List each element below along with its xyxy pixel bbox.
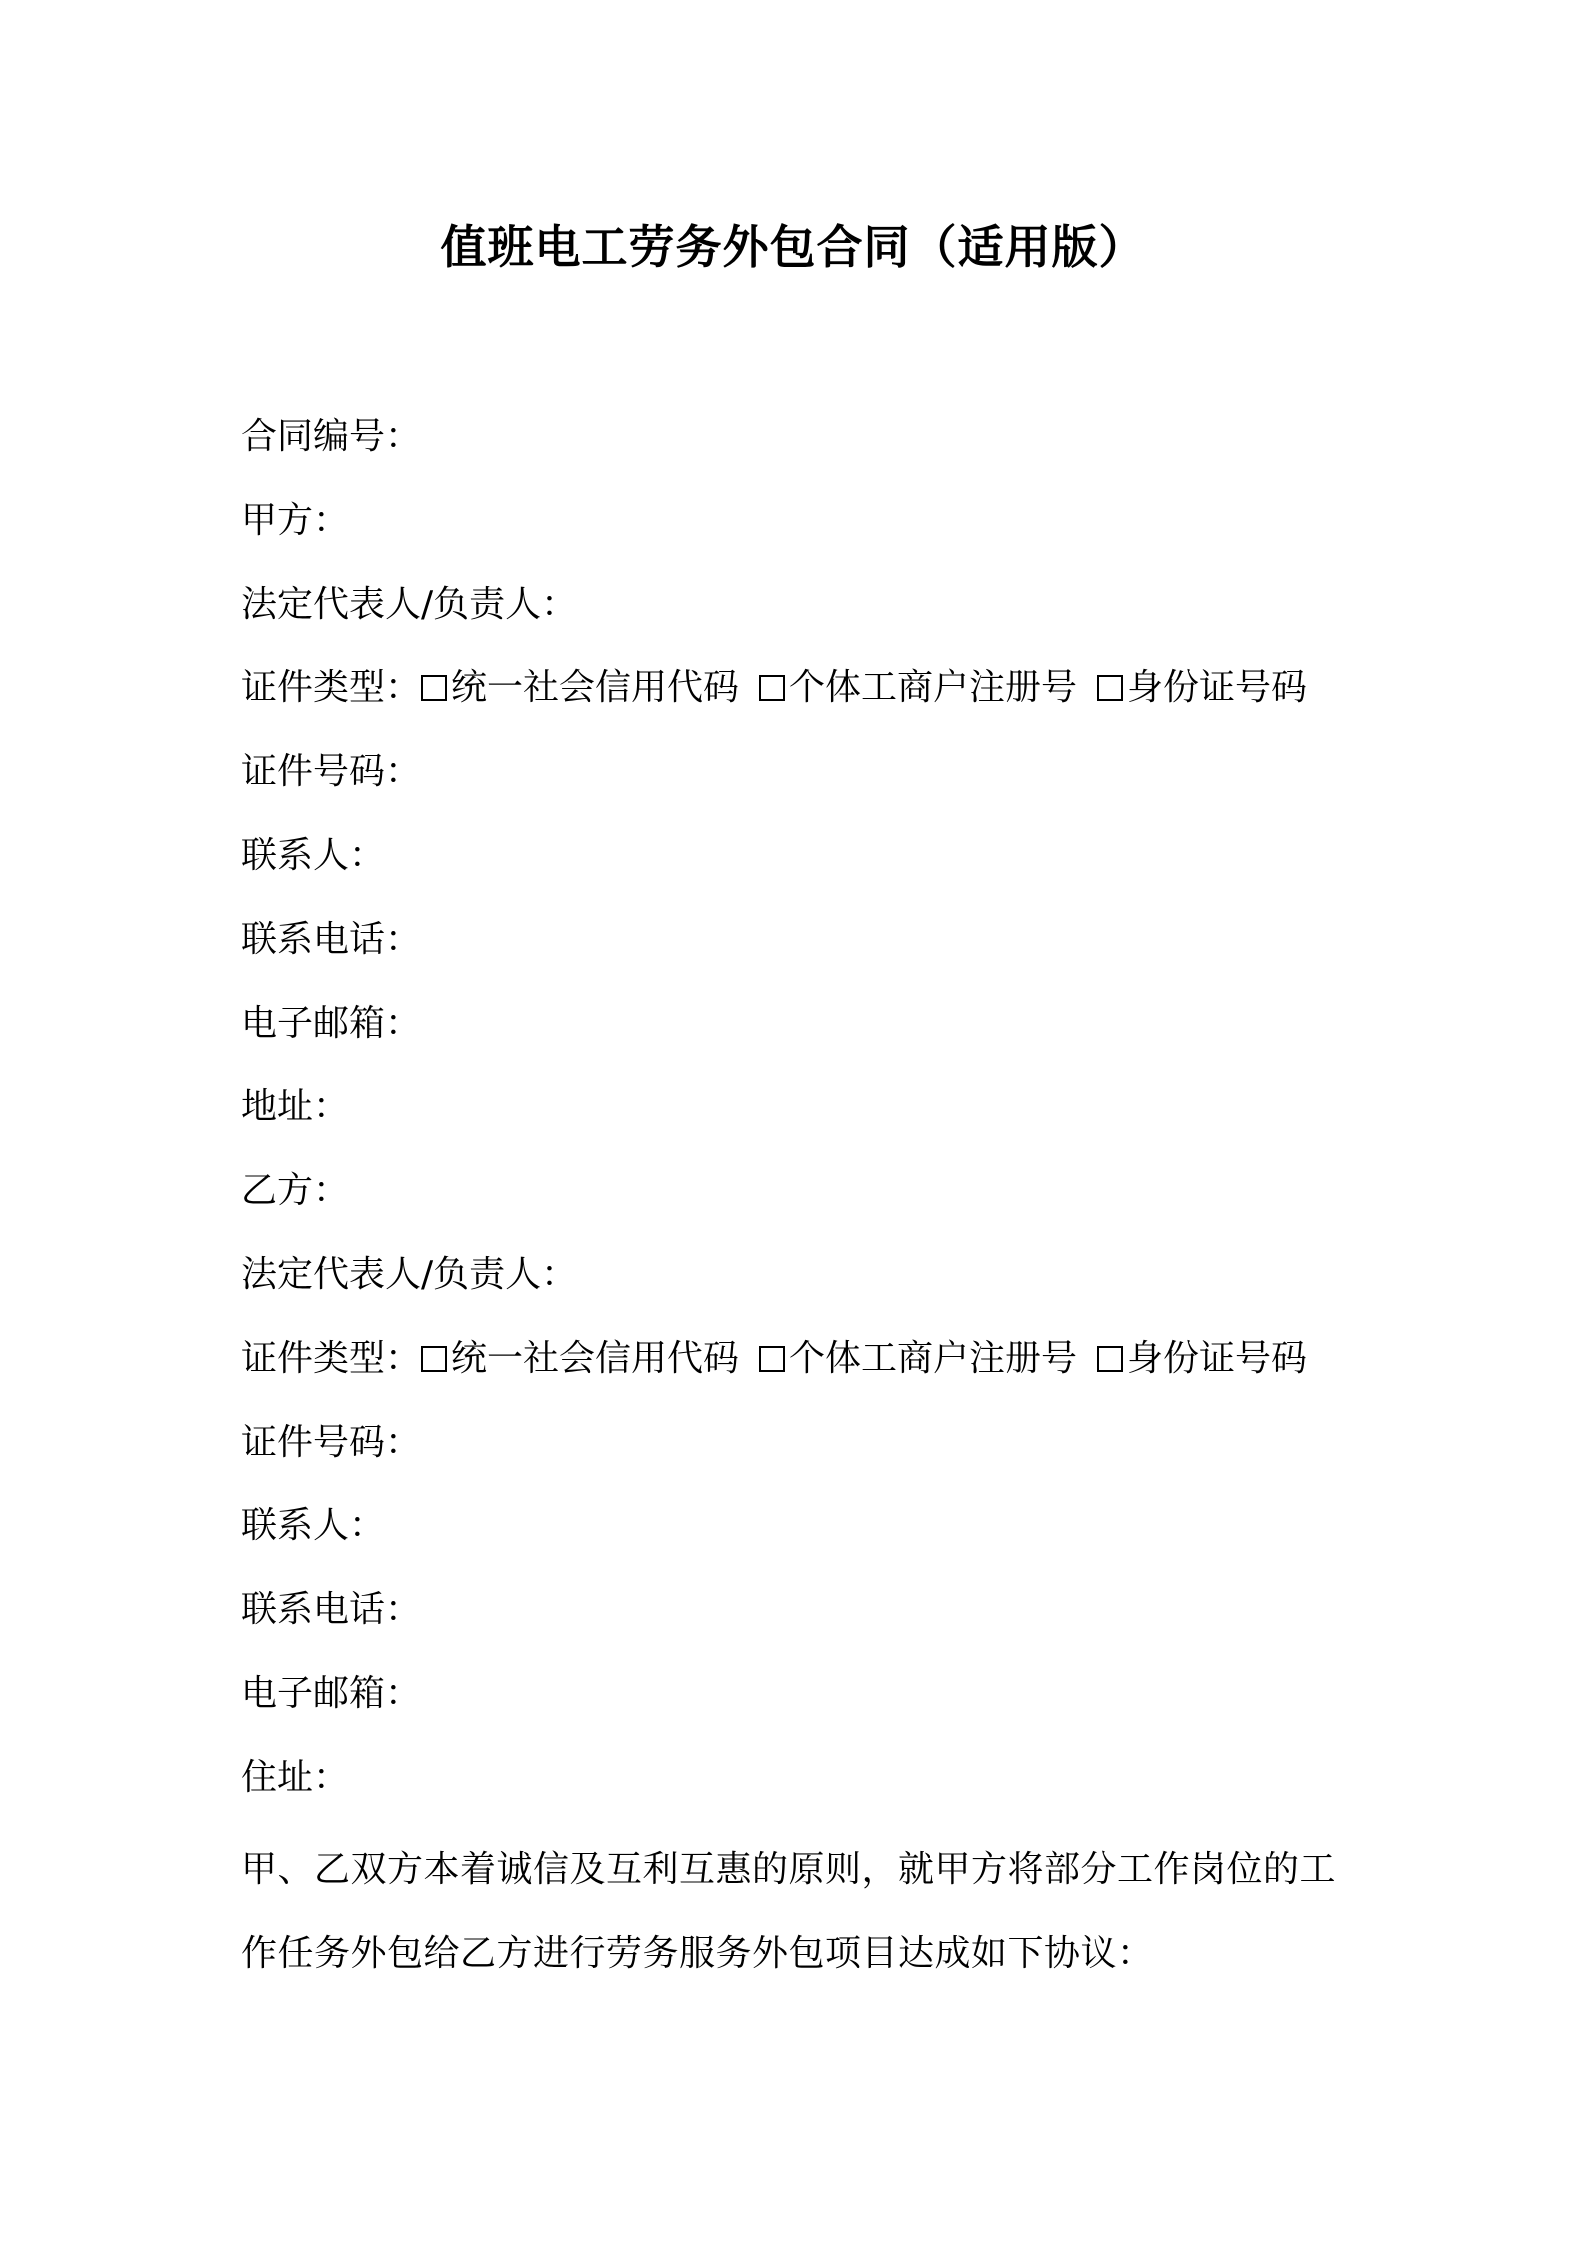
party-b-email-label: 电子邮箱： [241, 1672, 422, 1714]
document-title: 值班电工劳务外包合同（适用版） [440, 220, 1146, 274]
cert-option-label: 身份证号码 [1127, 1337, 1308, 1379]
party-a-email-label: 电子邮箱： [241, 1002, 422, 1044]
party-b-legal-rep-label: 法定代表人/负责人： [241, 1253, 578, 1295]
party-a-label: 甲方： [241, 499, 350, 541]
party-a-address-label: 地址： [241, 1086, 350, 1128]
party-a-cert-type-label: 证件类型： [241, 667, 422, 709]
contract-number-label: 合同编号： [241, 416, 422, 457]
party-b-cert-option-id-card[interactable] [1097, 1324, 1307, 1394]
checkbox-icon[interactable] [759, 1346, 785, 1372]
cert-option-label: 统一社会信用代码 [451, 1337, 740, 1379]
contract-header-fields [241, 402, 1361, 1827]
intro-paragraph: 甲、乙双方本着诚信及互利互惠的原则，就甲方将部分工作岗位的工作任务外包给乙方进行劳务服务外包项目达成如下协议： [241, 1849, 1337, 1974]
party-b-phone-label: 联系电话： [241, 1589, 422, 1631]
party-a-phone-label: 联系电话： [241, 918, 422, 960]
party-b-label: 乙方： [241, 1170, 350, 1212]
checkbox-icon[interactable] [759, 675, 785, 701]
cert-option-label: 身份证号码 [1127, 667, 1308, 709]
cert-option-label: 统一社会信用代码 [451, 667, 740, 709]
party-b-cert-option-credit-code[interactable] [421, 1324, 739, 1394]
checkbox-icon[interactable] [421, 675, 447, 701]
party-b-cert-number-label: 证件号码： [241, 1421, 422, 1463]
checkbox-icon[interactable] [421, 1346, 447, 1372]
checkbox-icon[interactable] [1097, 1346, 1123, 1372]
cert-option-label: 个体工商户注册号 [789, 667, 1078, 709]
party-a-contact-label: 联系人： [241, 834, 386, 876]
party-b-cert-type-row [241, 1324, 1361, 1408]
party-a-cert-type-row [241, 653, 1361, 737]
party-a-cert-number-label: 证件号码： [241, 751, 422, 793]
party-b-address-label: 住址： [241, 1756, 350, 1798]
checkbox-icon[interactable] [1097, 675, 1123, 701]
party-b-cert-type-label: 证件类型： [241, 1337, 422, 1379]
party-b-cert-option-business-reg[interactable] [759, 1324, 1077, 1394]
party-a-cert-option-credit-code[interactable] [421, 653, 739, 723]
party-a-cert-option-business-reg[interactable] [759, 653, 1077, 723]
cert-option-label: 个体工商户注册号 [789, 1337, 1078, 1379]
party-a-cert-option-id-card[interactable] [1097, 653, 1307, 723]
party-b-contact-label: 联系人： [241, 1505, 386, 1547]
party-a-legal-rep-label: 法定代表人/负责人： [241, 583, 578, 625]
